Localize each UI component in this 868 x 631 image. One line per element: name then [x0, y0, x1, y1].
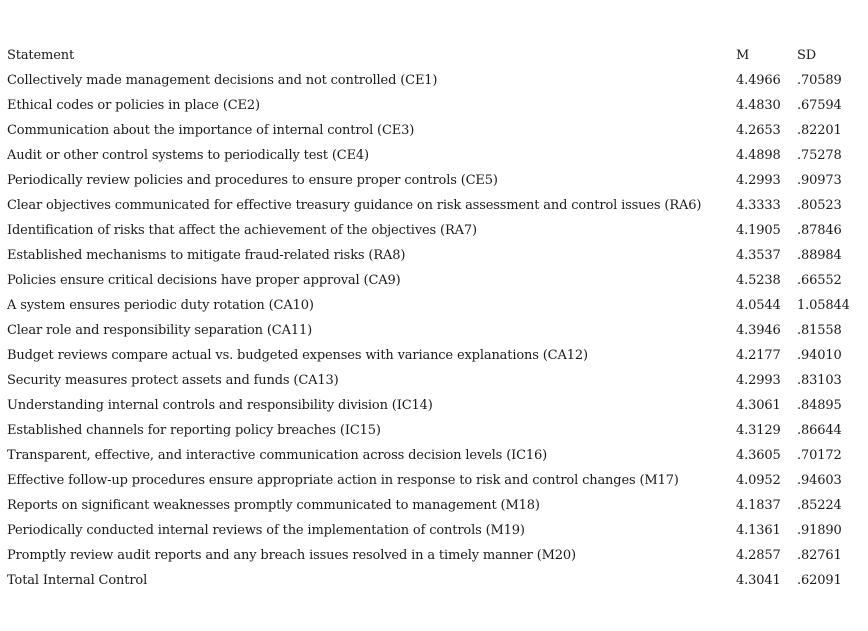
table-row [7, 93, 863, 118]
sd-cell: .66552 [797, 273, 842, 288]
header-sd: SD [797, 48, 817, 63]
mean-cell: 4.4898 [736, 148, 781, 163]
sd-cell: .94010 [797, 348, 842, 363]
sd-cell: .88984 [797, 248, 842, 263]
table-row [7, 443, 863, 468]
table-row [7, 393, 863, 418]
statement-cell: Promptly review audit reports and any breach issues resolved in a timely manner (M20) [7, 548, 576, 563]
mean-cell: 4.1837 [736, 498, 781, 513]
table-row [7, 243, 863, 268]
sd-cell: .83103 [797, 373, 842, 388]
mean-cell: 4.3061 [736, 398, 781, 413]
statement-cell: Total Internal Control [7, 573, 148, 588]
table-header [7, 43, 863, 68]
header-statement: Statement [7, 48, 75, 63]
sd-cell: .86644 [797, 423, 842, 438]
table-row [7, 418, 863, 443]
sd-cell: 1.05844 [797, 298, 850, 313]
header-mean: M [736, 48, 750, 63]
table-row [7, 318, 863, 343]
mean-cell: 4.2653 [736, 123, 781, 138]
sd-cell: .62091 [797, 573, 842, 588]
sd-cell: .82761 [797, 548, 842, 563]
statement-cell: Communication about the importance of internal control (CE3) [7, 123, 415, 138]
sd-cell: .84895 [797, 398, 842, 413]
statement-cell: Clear objectives communicated for effective treasury guidance on risk assessment and control issues (RA6) [7, 198, 702, 213]
mean-cell: 4.3129 [736, 423, 781, 438]
mean-cell: 4.2993 [736, 173, 781, 188]
statistics-table [7, 43, 863, 593]
mean-cell: 4.4830 [736, 98, 781, 113]
mean-cell: 4.2857 [736, 548, 781, 563]
sd-cell: .94603 [797, 473, 842, 488]
mean-cell: 4.4966 [736, 73, 781, 88]
mean-cell: 4.1905 [736, 223, 781, 238]
statement-cell: Collectively made management decisions and not controlled (CE1) [7, 73, 438, 88]
statement-cell: Established channels for reporting policy breaches (IC15) [7, 423, 381, 438]
mean-cell: 4.5238 [736, 273, 781, 288]
mean-cell: 4.2993 [736, 373, 781, 388]
table-row [7, 368, 863, 393]
table-row [7, 168, 863, 193]
sd-cell: .82201 [797, 123, 842, 138]
mean-cell: 4.0544 [736, 298, 781, 313]
statement-cell: Ethical codes or policies in place (CE2) [7, 98, 260, 113]
table-row [7, 68, 863, 93]
statement-cell: Security measures protect assets and funds (CA13) [7, 373, 339, 388]
sd-cell: .75278 [797, 148, 842, 163]
statement-cell: Periodically review policies and procedures to ensure proper controls (CE5) [7, 173, 498, 188]
mean-cell: 4.3333 [736, 198, 781, 213]
header-row [7, 43, 863, 68]
mean-cell: 4.3041 [736, 573, 781, 588]
table-row [7, 143, 863, 168]
sd-cell: .67594 [797, 98, 842, 113]
table-row [7, 518, 863, 543]
table-row [7, 193, 863, 218]
table-row [7, 268, 863, 293]
table-row [7, 343, 863, 368]
statement-cell: Policies ensure critical decisions have proper approval (CA9) [7, 273, 401, 288]
statement-cell: Clear role and responsibility separation (CA11) [7, 323, 313, 338]
statement-cell: Established mechanisms to mitigate fraud-related risks (RA8) [7, 248, 406, 263]
table-row [7, 468, 863, 493]
sd-cell: .91890 [797, 523, 842, 538]
sd-cell: .81558 [797, 323, 842, 338]
mean-cell: 4.1361 [736, 523, 781, 538]
mean-cell: 4.3537 [736, 248, 781, 263]
statement-cell: Audit or other control systems to periodically test (CE4) [7, 148, 369, 163]
table-row [7, 543, 863, 568]
table-row [7, 118, 863, 143]
statement-cell: Budget reviews compare actual vs. budgeted expenses with variance explanations (CA12) [7, 348, 588, 363]
sd-cell: .70589 [797, 73, 842, 88]
table-row [7, 493, 863, 518]
statement-cell: Reports on significant weaknesses promptly communicated to management (M18) [7, 498, 540, 513]
sd-cell: .85224 [797, 498, 842, 513]
statement-cell: Effective follow-up procedures ensure appropriate action in response to risk and control changes (M17) [7, 473, 679, 488]
mean-cell: 4.3946 [736, 323, 781, 338]
statement-cell: A system ensures periodic duty rotation (CA10) [7, 298, 314, 313]
statement-cell: Identification of risks that affect the achievement of the objectives (RA7) [7, 223, 477, 238]
statement-cell: Understanding internal controls and responsibility division (IC14) [7, 398, 433, 413]
table-row [7, 293, 863, 318]
table-row [7, 568, 863, 593]
statement-cell: Periodically conducted internal reviews of the implementation of controls (M19) [7, 523, 525, 538]
table-row [7, 218, 863, 243]
sd-cell: .90973 [797, 173, 842, 188]
mean-cell: 4.3605 [736, 448, 781, 463]
sd-cell: .87846 [797, 223, 842, 238]
table-body [7, 68, 863, 593]
statement-cell: Transparent, effective, and interactive communication across decision levels (IC16) [7, 448, 548, 463]
sd-cell: .70172 [797, 448, 842, 463]
mean-cell: 4.2177 [736, 348, 781, 363]
mean-cell: 4.0952 [736, 473, 781, 488]
sd-cell: .80523 [797, 198, 842, 213]
